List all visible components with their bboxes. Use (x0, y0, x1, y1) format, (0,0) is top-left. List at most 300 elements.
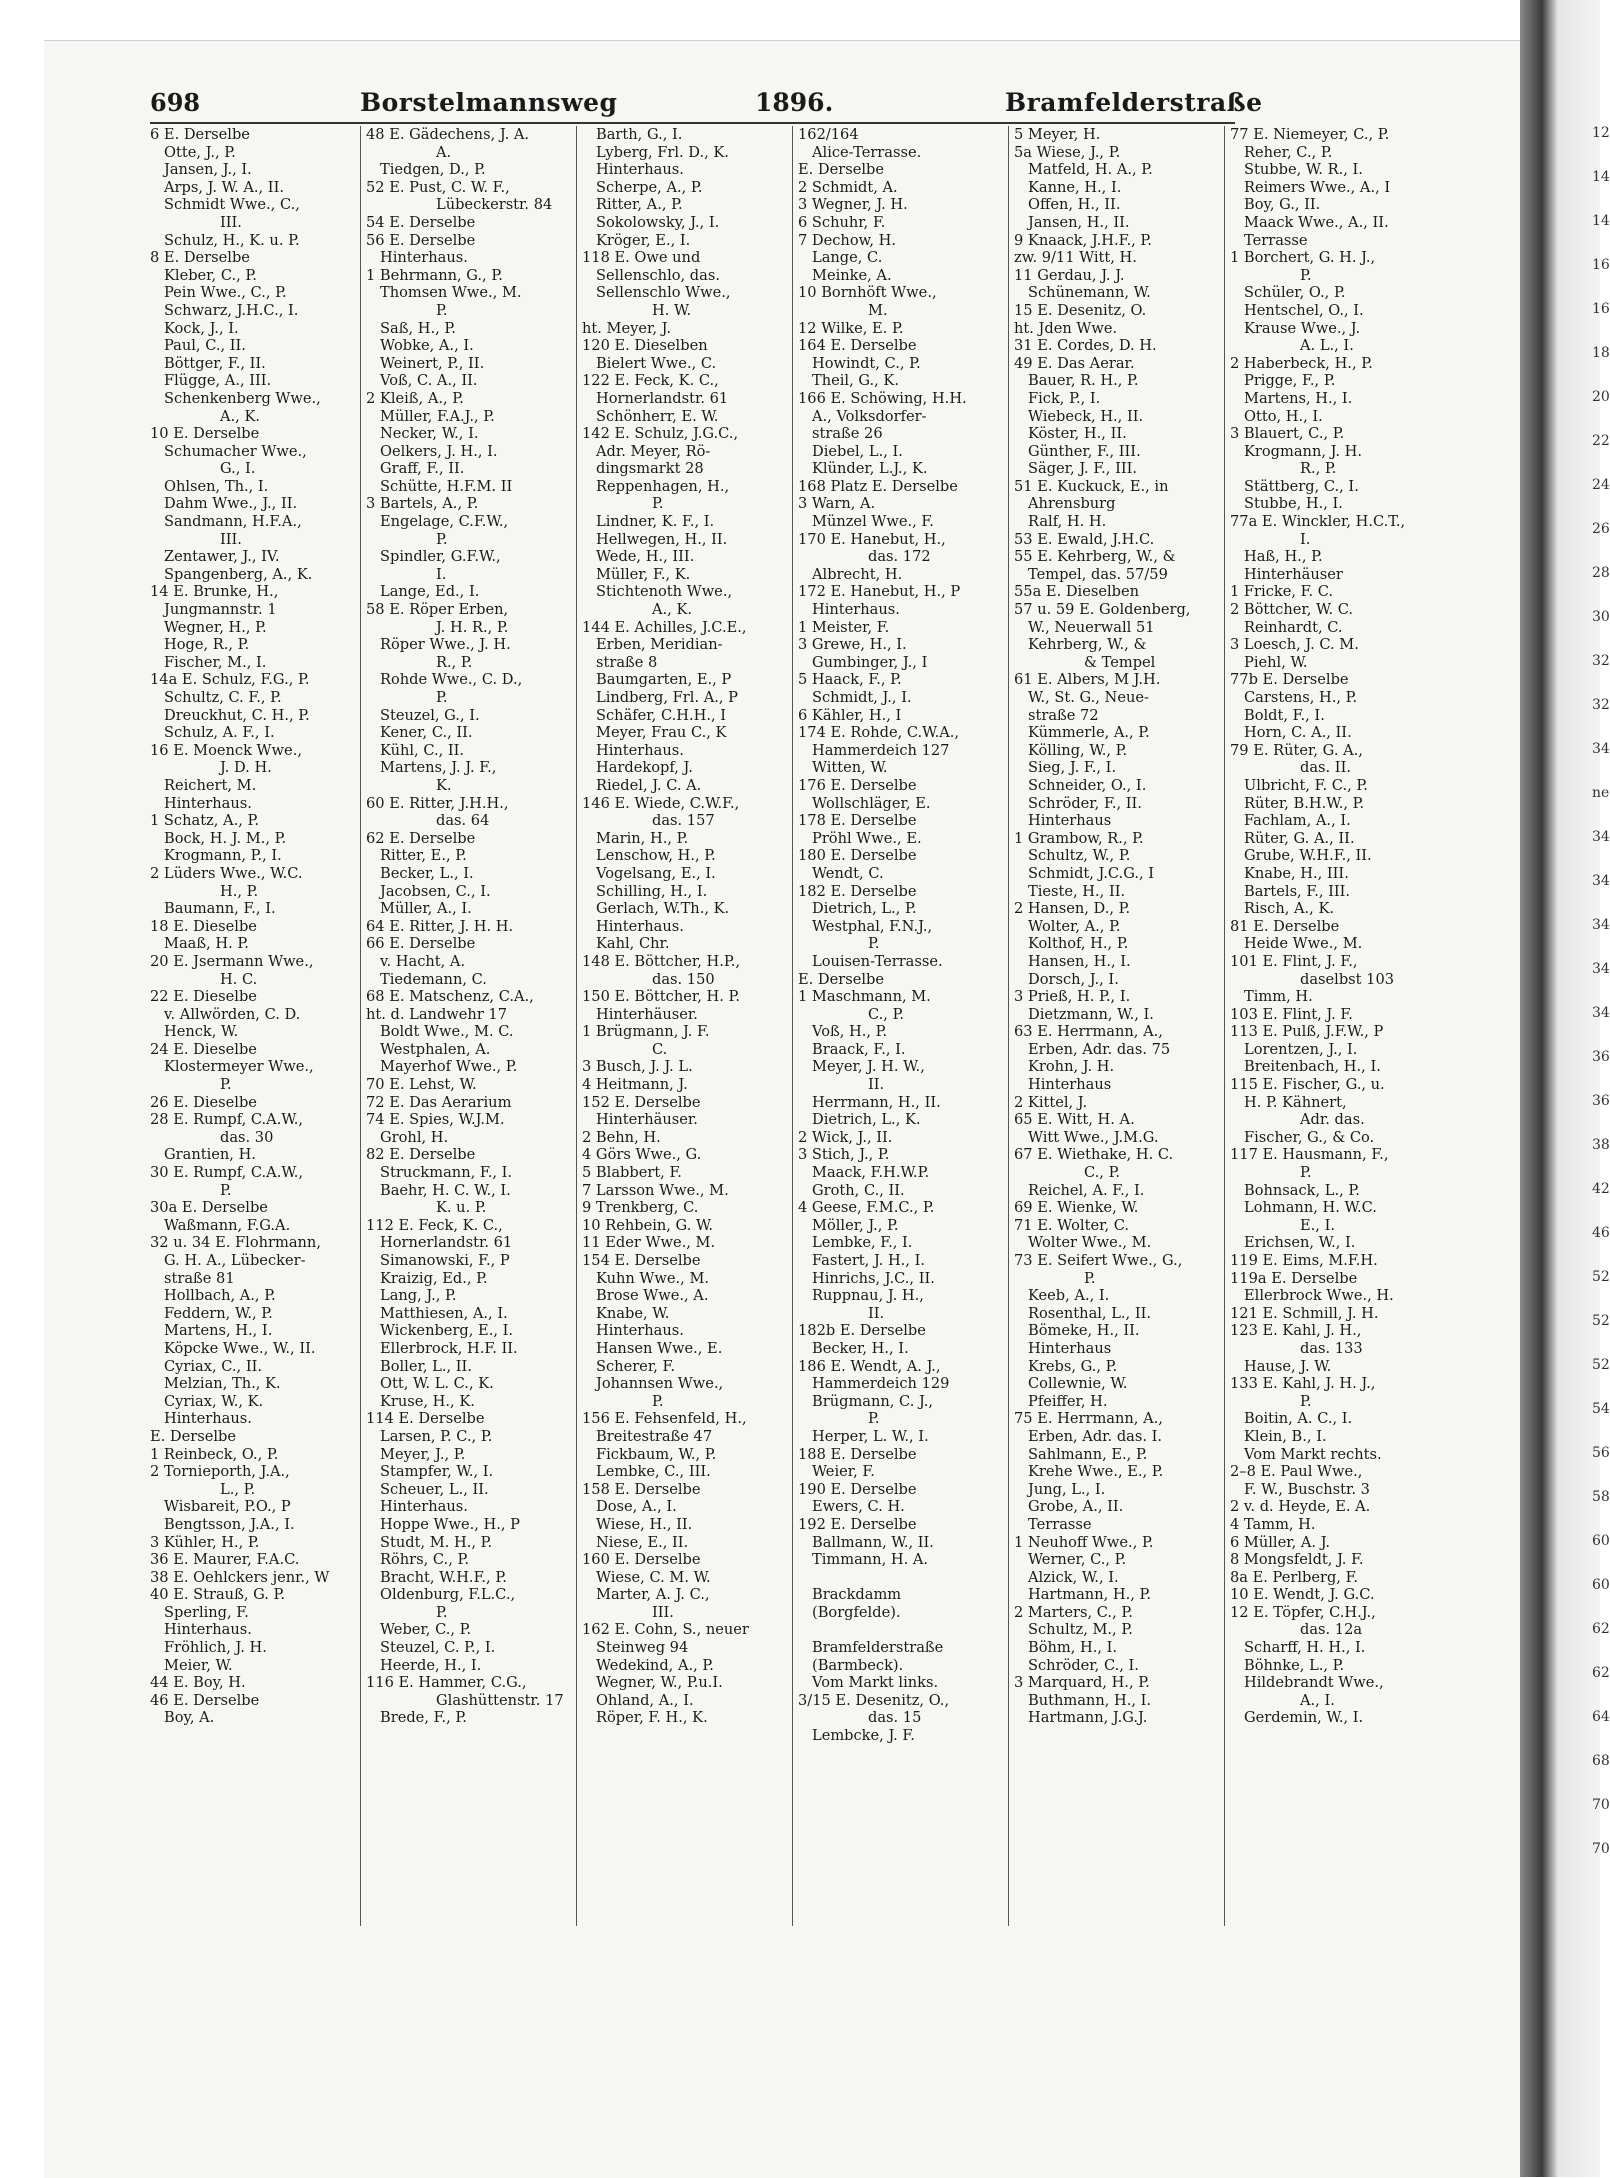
directory-entry: Adr. das. (1300, 1111, 1365, 1129)
directory-entry: Ballmann, W., II. (812, 1533, 934, 1551)
directory-entry: 146 E. Wiede, C.W.F., (582, 794, 740, 812)
directory-entry: 3 Blauert, C., P. (1230, 425, 1345, 443)
directory-entry: Waßmann, F.G.A. (164, 1216, 291, 1234)
directory-entry: Dahm Wwe., J., II. (164, 495, 298, 513)
directory-entry: 190 E. Derselbe (798, 1480, 917, 1498)
directory-entry: Kehrberg, W., & (1028, 636, 1147, 654)
directory-entry: 14a E. Schulz, F.G., P. (150, 671, 310, 689)
directory-entry: Bracht, W.H.F., P. (380, 1568, 507, 1586)
directory-entry: Kock, J., I. (164, 319, 239, 337)
directory-entry: 115 E. Fischer, G., u. (1230, 1076, 1385, 1094)
directory-entry: ht. Jden Wwe. (1014, 319, 1118, 337)
directory-entry: Hinterhaus (1028, 1339, 1112, 1357)
directory-entry: 1 Borchert, G. H. J., (1230, 249, 1376, 267)
directory-entry: Schulz, H., K. u. P. (164, 231, 300, 249)
directory-entry: 69 E. Wienke, W. (1014, 1199, 1139, 1217)
directory-entry: Hornerlandstr. 61 (380, 1234, 513, 1252)
next-page-fragment (1592, 125, 1610, 1925)
directory-entry: Westphalen, A. (380, 1040, 491, 1058)
directory-entry: Reher, C., P. (1244, 143, 1333, 161)
directory-entry: P. (220, 1181, 232, 1199)
directory-entry: Wobke, A., I. (380, 337, 474, 355)
directory-entry: Adr. Meyer, Rö- (596, 442, 711, 460)
directory-entry: G. H. A., Lübecker- (164, 1252, 306, 1269)
next-page-fragment-line: 12 (1592, 125, 1610, 141)
directory-entry: 15 E. Desenitz, O. (1014, 301, 1147, 319)
next-page-fragment-line: 62 (1592, 1665, 1610, 1681)
directory-entry: Fischer, M., I. (164, 653, 267, 671)
left-running-title: Borstelmannsweg (360, 88, 618, 117)
directory-entry: Diebel, L., I. (812, 442, 903, 460)
directory-entry: 103 E. Flint, J. F. (1230, 1005, 1353, 1023)
directory-entry: Lembke, C., III. (596, 1463, 711, 1481)
next-page-fragment-line: 20 (1592, 389, 1610, 405)
directory-entry: Engelage, C.F.W., (380, 513, 509, 531)
directory-entry: 67 E. Wiethake, H. C. (1014, 1146, 1174, 1164)
directory-entry: 3 Kühler, H., P. (150, 1533, 260, 1551)
directory-entry: 154 E. Derselbe (582, 1252, 701, 1269)
directory-entry: Lange, C. (812, 249, 883, 267)
directory-entry: Ellerbrock Wwe., H. (1244, 1287, 1394, 1305)
directory-entry: Howindt, C., P. (812, 354, 921, 372)
directory-entry: 2 Böttcher, W. C. (1230, 601, 1354, 619)
directory-entry: C., P. (1084, 1164, 1121, 1182)
directory-entry: 10 Rehbein, G. W. (582, 1216, 714, 1234)
directory-entry: Böhnke, L., P. (1244, 1656, 1345, 1674)
directory-entry: Meyer, J. H. W., (812, 1058, 925, 1076)
directory-entry: 117 E. Hausmann, F., (1230, 1146, 1389, 1164)
directory-entry (798, 1569, 968, 1587)
directory-entry: 1 Fricke, F. C. (1230, 583, 1334, 601)
directory-entry: Lindner, K. F., I. (596, 513, 715, 531)
directory-entry: Schüler, O., P. (1244, 284, 1346, 302)
directory-entry: H. C. (220, 970, 258, 988)
directory-entry: Fickbaum, W., P. (596, 1445, 717, 1463)
directory-entry: 70 E. Lehst, W. (366, 1076, 477, 1094)
directory-entry: Jacobsen, C., I. (380, 882, 491, 900)
directory-entry: Säger, J. F., III. (1028, 460, 1138, 478)
directory-entry: Becker, H., I. (812, 1339, 909, 1357)
directory-entry: 74 E. Spies, W.J.M. (366, 1111, 505, 1129)
directory-entry: Bengtsson, J.A., I. (164, 1515, 295, 1533)
directory-entry: 22 E. Dieselbe (150, 988, 257, 1006)
directory-entry: Erben, Adr. das. I. (1028, 1427, 1163, 1445)
directory-entry: 160 E. Derselbe (582, 1551, 701, 1569)
directory-entry: Hansen Wwe., E. (596, 1339, 723, 1357)
directory-entry: 61 E. Albers, M J.H. (1014, 671, 1161, 689)
directory-entry: Steinweg 94 (596, 1639, 689, 1657)
directory-entry: Brede, F., P. (380, 1709, 467, 1727)
directory-entry: Bohnsack, L., P. (1244, 1181, 1360, 1199)
directory-entry: Müller, F., K. (596, 565, 691, 583)
directory-entry: Otto, H., I. (1244, 407, 1323, 425)
directory-entry: Pein Wwe., C., P. (164, 284, 287, 302)
directory-entry: 3 Stich, J., P. (798, 1146, 890, 1164)
directory-entry: Krehe Wwe., E., P. (1028, 1463, 1164, 1481)
directory-entry: 2 Hansen, D., P. (1014, 900, 1131, 918)
directory-entry: (Borgfelde). (812, 1603, 901, 1621)
directory-entry: Krause Wwe., J. (1244, 319, 1361, 337)
directory-entry: 176 E. Derselbe (798, 776, 917, 794)
directory-entry: Kümmerle, A., P. (1028, 724, 1150, 742)
directory-entry: (Barmbeck). (812, 1656, 904, 1674)
directory-entry: C., P. (868, 1005, 905, 1023)
directory-entry: Lindberg, Frl. A., P (596, 689, 738, 706)
directory-entry: Hinterhaus. (164, 1621, 252, 1639)
directory-entry: 2 v. d. Heyde, E. A. (1230, 1498, 1371, 1516)
directory-entry: Hoppe Wwe., H., P (380, 1515, 520, 1533)
directory-entry: Steuzel, G., I. (380, 706, 480, 724)
directory-entry: Köster, H., II. (1028, 425, 1127, 443)
next-page-fragment-line: 16 (1592, 257, 1610, 273)
directory-entry: 49 E. Das Aerar. (1014, 354, 1135, 372)
directory-entry: Röper, F. H., K. (596, 1709, 708, 1727)
directory-entry: Scherpe, A., P. (596, 178, 703, 196)
directory-entry: Wolter Wwe., M. (1028, 1234, 1152, 1252)
directory-entry: Zentawer, J., IV. (164, 548, 280, 566)
directory-entry: 11 Gerdau, J. J. (1014, 266, 1125, 284)
directory-entry: das. 64 (436, 812, 490, 830)
directory-entry: Meier, W. (164, 1656, 233, 1674)
directory-entry: Stättberg, C., I. (1244, 477, 1359, 495)
directory-entry: 162/164 (798, 126, 859, 143)
directory-entry: 63 E. Herrmann, A., (1014, 1023, 1163, 1041)
directory-entry: Köpcke Wwe., W., II. (164, 1339, 316, 1357)
directory-entry: 121 E. Schmill, J. H. (1230, 1304, 1379, 1322)
directory-entry: 77 E. Niemeyer, C., P. (1230, 126, 1390, 143)
directory-entry: Schulz, A. F., I. (164, 724, 275, 742)
directory-entry: Kröger, E., I. (596, 231, 691, 249)
directory-entry: Arps, J. W. A., II. (164, 178, 284, 196)
directory-entry: Oldenburg, F.L.C., (380, 1586, 516, 1604)
next-page-fragment-line: 52 (1592, 1357, 1610, 1373)
directory-entry: W., Neuerwall 51 (1028, 618, 1155, 636)
directory-entry: v. Allwörden, C. D. (164, 1005, 301, 1023)
directory-entry: 2 Marters, C., P. (1014, 1603, 1133, 1621)
directory-entry: Schröder, F., II. (1028, 794, 1142, 812)
directory-entry: Müller, F.A.J., P. (380, 407, 495, 425)
directory-entry: Ewers, C. H. (812, 1498, 905, 1516)
next-page-fragment-line: 36 (1592, 1049, 1610, 1065)
directory-entry: Hinterhäuser. (596, 1005, 698, 1023)
directory-entry: Bömeke, H., II. (1028, 1322, 1140, 1340)
directory-entry: Buthmann, H., I. (1028, 1691, 1152, 1709)
directory-entry: 68 E. Matschenz, C.A., (366, 988, 534, 1006)
directory-entry: Sahlmann, E., P. (1028, 1445, 1148, 1463)
directory-entry: III. (220, 530, 242, 548)
directory-entry: Bramfelderstraße (812, 1639, 944, 1657)
next-page-fragment-line: 60 (1592, 1533, 1610, 1549)
directory-entry: Kleber, C., P. (164, 266, 257, 284)
directory-entry: 152 E. Derselbe (582, 1093, 701, 1111)
directory-entry: Wiebeck, H., II. (1028, 407, 1144, 425)
directory-entry: Boldt Wwe., M. C. (380, 1023, 514, 1041)
directory-entry: 8 Mongsfeldt, J. F. (1230, 1551, 1364, 1569)
directory-entry: Feddern, W., P. (164, 1304, 273, 1322)
directory-entry: Schütte, H.F.M. II (380, 477, 513, 495)
directory-entry: Baumgarten, E., P (596, 671, 732, 689)
directory-entry: Schäfer, C.H.H., I (596, 706, 727, 724)
directory-entry: Carstens, H., P. (1244, 689, 1358, 706)
directory-entry: 31 E. Cordes, D. H. (1014, 337, 1157, 355)
next-page-fragment-line: 26 (1592, 521, 1610, 537)
directory-entry: 1 Grambow, R., P. (1014, 829, 1144, 847)
directory-entry: Otte, J., P. (164, 143, 236, 161)
directory-entry: A., Volksdorfer- (812, 407, 927, 425)
directory-entry: Schünemann, W. (1028, 284, 1151, 302)
directory-entry: P. (868, 1410, 880, 1428)
directory-entry: 8 E. Derselbe (150, 249, 250, 267)
directory-entry: Klein, B., I. (1244, 1427, 1327, 1445)
directory-entry: 2 Wick, J., II. (798, 1128, 893, 1146)
directory-entry: Sokolowsky, J., I. (596, 213, 720, 231)
directory-entry: 8a E. Perlberg, F. (1230, 1568, 1359, 1586)
directory-entry: Matthiesen, A., I. (380, 1304, 508, 1322)
directory-entry: Jung, L., I. (1028, 1480, 1106, 1498)
directory-entry: 116 E. Hammer, C.G., (366, 1674, 527, 1692)
directory-entry: Schultz, C. F., P. (164, 689, 282, 706)
directory-entry: Weinert, P., II. (380, 354, 485, 372)
directory-entry: Grobe, A., II. (1028, 1498, 1124, 1516)
directory-entry: straße 81 (164, 1269, 235, 1287)
directory-entry: Herper, L. W., I. (812, 1427, 929, 1445)
next-page-fragment-line: 34 (1592, 1005, 1610, 1021)
directory-entry: Ritter, E., P. (380, 847, 467, 865)
directory-entry: Piehl, W. (1244, 653, 1308, 671)
directory-entry: Krogmann, P., I. (164, 847, 282, 865)
directory-entry: Mayerhof Wwe., P. (380, 1058, 518, 1076)
directory-entry: II. (868, 1076, 885, 1094)
next-page-fragment-line: 34 (1592, 829, 1610, 845)
directory-entry: L., P. (220, 1480, 256, 1498)
directory-entry: Reimers Wwe., A., I (1244, 178, 1391, 196)
directory-entry: 62 E. Derselbe (366, 829, 476, 847)
directory-entry: Baumann, F., I. (164, 900, 276, 918)
directory-entry: Krohn, J. H. (1028, 1058, 1115, 1076)
directory-entry: 32 u. 34 E. Flohrmann, (150, 1234, 321, 1252)
directory-entry: 3 Loesch, J. C. M. (1230, 636, 1359, 654)
directory-entry: Spangenberg, A., K. (164, 565, 313, 583)
directory-entry: 65 E. Witt, H. A. (1014, 1111, 1135, 1129)
directory-entry: H. P. Kähnert, (1244, 1093, 1347, 1111)
directory-entry: 182b E. Derselbe (798, 1322, 926, 1340)
directory-entry: K. (436, 776, 452, 794)
directory-entry: 178 E. Derselbe (798, 812, 917, 830)
directory-entry: Schumacher Wwe., (164, 442, 307, 460)
directory-entry: 2 Schmidt, A. (798, 178, 898, 196)
directory-entry: Sellenschlo, das. (596, 266, 720, 284)
directory-entry: I. (1300, 530, 1311, 548)
directory-entry: 6 E. Derselbe (150, 126, 250, 143)
directory-entry: 148 E. Böttcher, H.P., (582, 952, 741, 970)
next-page-fragment-line: 64 (1592, 1709, 1610, 1725)
directory-entry: das. 15 (868, 1709, 922, 1727)
directory-entry: 133 E. Kahl, J. H. J., (1230, 1375, 1376, 1393)
directory-entry: Schmidt, J., I. (812, 689, 912, 706)
next-page-fragment-line: 46 (1592, 1225, 1610, 1241)
directory-entry: Reinhardt, C. (1244, 618, 1343, 636)
directory-entry: P. (1300, 266, 1312, 284)
directory-entry: Offen, H., II. (1028, 196, 1121, 214)
directory-entry: Weber, C., P. (380, 1621, 472, 1639)
next-page-fragment-line: 52 (1592, 1269, 1610, 1285)
directory-entry: 112 E. Feck, K. C., (366, 1216, 503, 1234)
directory-entry: 71 E. Wolter, C. (1014, 1216, 1130, 1234)
directory-entry: Boy, G., II. (1244, 196, 1321, 214)
directory-entry: Becker, L., I. (380, 864, 474, 882)
directory-entry: 101 E. Flint, J. F., (1230, 952, 1358, 970)
directory-entry: ht. Meyer, J. (582, 319, 672, 337)
directory-entry: Hause, J. W. (1244, 1357, 1332, 1375)
directory-entry: Schultz, M., P. (1028, 1621, 1133, 1639)
directory-entry: Kraizig, Ed., P. (380, 1269, 488, 1287)
directory-entry: 1 Neuhoff Wwe., P. (1014, 1533, 1154, 1551)
directory-entry: 24 E. Dieselbe (150, 1040, 257, 1058)
directory-entry: zw. 9/11 Witt, H. (1014, 249, 1137, 267)
directory-entry: Hentschel, O., I. (1244, 301, 1364, 319)
directory-entry: Erben, Meridian- (596, 636, 723, 654)
directory-entry: Ohlsen, Th., I. (164, 477, 269, 495)
directory-entry: 119a E. Derselbe (1230, 1269, 1358, 1287)
directory-entry: Matfeld, H. A., P. (1028, 161, 1153, 179)
directory-entry: Hinterhaus. (812, 601, 900, 619)
directory-entry: Ritter, A., P. (596, 196, 683, 214)
right-running-title: Bramfelderstraße (1005, 88, 1263, 117)
directory-entry: 192 E. Derselbe (798, 1515, 917, 1533)
directory-entry: Larsen, P. C., P. (380, 1427, 493, 1445)
directory-entry: Kolthof, H., P. (1028, 935, 1129, 953)
next-page-fragment-line: 62 (1592, 1621, 1610, 1637)
directory-entry: Klostermeyer Wwe., (164, 1058, 314, 1076)
directory-entry: Albrecht, H. (812, 565, 903, 583)
directory-entry: 120 E. Dieselben (582, 337, 708, 355)
directory-entry: Gerdemin, W., I. (1244, 1709, 1364, 1727)
directory-entry: Hinterhaus. (596, 741, 684, 759)
directory-entry: P. (868, 935, 880, 953)
directory-entry: 182 E. Derselbe (798, 882, 917, 900)
directory-entry: Grohl, H. (380, 1128, 449, 1146)
directory-entry: Reichel, A. F., I. (1028, 1181, 1145, 1199)
directory-entry: 2 Kleiß, A., P. (366, 389, 464, 407)
directory-entry: Hinterhaus. (164, 794, 252, 812)
next-page-fragment-line: 56 (1592, 1445, 1610, 1461)
directory-entry: 2 Lüders Wwe., W.C. (150, 864, 303, 882)
directory-entry: Hammerdeich 129 (812, 1375, 950, 1393)
directory-entry: 54 E. Derselbe (366, 213, 476, 231)
next-page-fragment-line: 14 (1592, 213, 1610, 229)
directory-entry: Bartels, F., III. (1244, 882, 1351, 900)
directory-entry: I. (436, 565, 447, 583)
directory-entry: 122 E. Feck, K. C., (582, 372, 719, 390)
directory-entry: Ott, W. L. C., K. (380, 1375, 494, 1393)
directory-entry: Cyriax, C., II. (164, 1357, 262, 1375)
directory-entry: 60 E. Ritter, J.H.H., (366, 794, 509, 812)
directory-entry: C. (652, 1040, 668, 1058)
directory-entry: Marin, H., P. (596, 829, 689, 847)
directory-entry: Rosenthal, L., II. (1028, 1304, 1151, 1322)
directory-entry: J. H. R., P. (436, 618, 509, 636)
directory-entry: Vom Markt rechts. (1244, 1445, 1382, 1463)
directory-entry: 2 Haberbeck, H., P. (1230, 354, 1373, 372)
directory-entry: W., St. G., Neue- (1028, 689, 1149, 706)
directory-entry: Hinterhäuser. (596, 1111, 698, 1129)
directory-entry: 6 Müller, A. J. (1230, 1533, 1331, 1551)
directory-entry: Schröder, C., I. (1028, 1656, 1139, 1674)
directory-entry: R., P. (436, 653, 473, 671)
directory-entry: 2–8 E. Paul Wwe., (1230, 1463, 1363, 1481)
directory-entry: 144 E. Achilles, J.C.E., (582, 618, 747, 636)
directory-entry: 51 E. Kuckuck, E., in (1014, 477, 1169, 495)
directory-entry: Boitin, A. C., I. (1244, 1410, 1353, 1428)
directory-entry: Westphal, F.N.J., (812, 917, 933, 935)
directory-entry: Schönherr, E. W. (596, 407, 719, 425)
directory-entry: 64 E. Ritter, J. H. H. (366, 917, 514, 935)
next-page-fragment-line: 30 (1592, 609, 1610, 625)
directory-entry: Günther, F., III. (1028, 442, 1141, 460)
directory-entry: Riedel, J. C. A. (596, 776, 702, 794)
directory-entry: Hinterhaus (1028, 1076, 1112, 1094)
directory-entry: v. Hacht, A. (380, 952, 466, 970)
directory-entry: 77a E. Winckler, H.C.T., (1230, 513, 1406, 531)
directory-entry: Stubbe, W. R., I. (1244, 161, 1363, 179)
directory-entry: Meyer, Frau C., K (596, 724, 727, 742)
directory-entry: A. L., I. (1300, 337, 1354, 355)
column-divider (360, 126, 361, 1926)
directory-entry: Ralf, H. H. (1028, 513, 1107, 531)
directory-entry: Schwarz, J.H.C., I. (164, 301, 299, 319)
directory-entry: Hildebrandt Wwe., (1244, 1674, 1384, 1692)
directory-entry: Fick, P., I. (1028, 389, 1101, 407)
directory-entry: Böhm, H., I. (1028, 1639, 1118, 1657)
directory-entry: Baehr, H. C. W., I. (380, 1181, 511, 1199)
directory-entry: Hoge, R., P. (164, 636, 250, 654)
directory-entry: 81 E. Derselbe (1230, 917, 1340, 935)
directory-entry: Erichsen, W., I. (1244, 1234, 1356, 1252)
directory-entry: Herrmann, H., II. (812, 1093, 941, 1111)
directory-entry: F. W., Buschstr. 3 (1244, 1480, 1370, 1498)
directory-entry: 3 Warn, A. (798, 495, 876, 513)
directory-entry: Hardekopf, J. (596, 759, 693, 777)
directory-entry: Witt Wwe., J.M.G. (1028, 1128, 1159, 1146)
directory-entry: Fastert, J. H., I. (812, 1252, 925, 1269)
directory-entry: 10 E. Derselbe (150, 425, 260, 443)
next-page-fragment-line: 16 (1592, 301, 1610, 317)
directory-entry: 56 E. Derselbe (366, 231, 476, 249)
directory-entry: III. (220, 213, 242, 231)
directory-entry: A., I. (1300, 1691, 1335, 1709)
directory-entry: Gumbinger, J., I (812, 653, 928, 671)
directory-entry: 188 E. Derselbe (798, 1445, 917, 1463)
directory-column-1 (150, 126, 330, 1956)
directory-entry: Hinrichs, J.C., II. (812, 1269, 935, 1287)
directory-entry: daselbst 103 (1300, 970, 1395, 988)
directory-entry: A. (436, 143, 452, 161)
directory-entry: P. (652, 1392, 664, 1410)
header-rule (150, 122, 1235, 124)
directory-entry: III. (652, 1603, 674, 1621)
directory-entry: Terrasse (1244, 231, 1308, 249)
directory-entry: das. 133 (1300, 1339, 1363, 1357)
directory-entry: 150 E. Böttcher, H. P. (582, 988, 741, 1006)
directory-entry: Scheuer, L., II. (380, 1480, 489, 1498)
directory-entry: Ohland, A., I. (596, 1691, 694, 1709)
directory-entry: 1 Schatz, A., P. (150, 812, 259, 830)
directory-entry: 2 Kittel, J. (1014, 1093, 1088, 1111)
directory-entry: 119 E. Eims, M.F.H. (1230, 1252, 1378, 1269)
directory-entry: Maack Wwe., A., II. (1244, 213, 1389, 231)
directory-entry: das. 12a (1300, 1621, 1363, 1639)
directory-entry: Voß, C. A., II. (380, 372, 478, 390)
